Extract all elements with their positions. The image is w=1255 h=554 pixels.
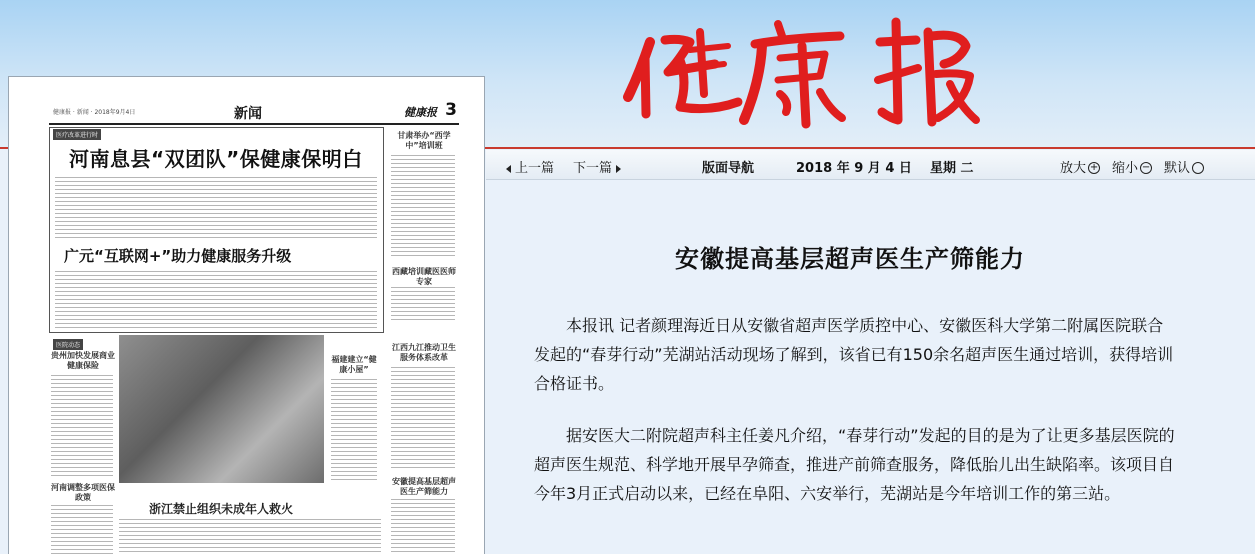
side-text-block xyxy=(51,375,113,479)
arrow-right-icon xyxy=(616,165,621,173)
side-headline[interactable]: 安徽提高基层超声医生产筛能力 xyxy=(392,477,456,496)
masthead-logo xyxy=(620,2,980,132)
zoom-out-label: 缩小 xyxy=(1112,161,1139,176)
page-section-name: 新闻 xyxy=(234,106,262,122)
page-number: 3 xyxy=(445,100,457,120)
article-content xyxy=(486,181,1255,554)
thumb-headline-main[interactable]: 河南息县“双团队”保健康保明白 xyxy=(69,147,363,171)
arrow-left-icon xyxy=(506,165,511,173)
side-headline[interactable]: 西藏培训藏医医师专家 xyxy=(392,267,456,286)
next-article-link[interactable] xyxy=(573,157,621,176)
minus-icon: − xyxy=(1141,161,1151,173)
side-text-block xyxy=(391,499,455,554)
next-article-label: 下一篇 xyxy=(573,161,613,176)
zoom-default-button[interactable] xyxy=(1164,157,1204,176)
side-headline[interactable]: 河南调整多项医保政策 xyxy=(51,483,115,502)
layout-nav-link[interactable]: 版面导航 xyxy=(702,161,755,176)
side-headline[interactable]: 福建建立“健康小屋” xyxy=(331,355,377,374)
issue-date: 2018 年 9 月 4 日 xyxy=(796,161,912,176)
article-paragraph: 据安医大二附院超声科主任姜凡介绍，“春芽行动”发起的目的是为了让更多基层医院的超声医生规范、科学地开展早孕筛查，推进产前筛查服务，降低胎儿出生缺陷率。该项目自今年3月正式启动以来，已经在阜阳、六安举行，芜湖站是今年培训工作的第三站。 xyxy=(534,426,1175,503)
newspaper-page-thumbnail[interactable] xyxy=(8,76,485,554)
circle-icon xyxy=(1192,162,1204,174)
article-paragraph: 本报讯 记者颜理海近日从安徽省超声医学质控中心、安徽医科大学第二附属医院联合发起的“春芽行动”芜湖站活动现场了解到，该省已有150余名超声医生通过培训，获得培训合格证书。 xyxy=(534,316,1174,393)
thumb-headline-second[interactable]: 广元“互联网+”助力健康服务升级 xyxy=(64,247,292,265)
page-header-strip xyxy=(49,99,459,125)
side-headline[interactable]: 甘肃举办“西学中”培训班 xyxy=(397,131,451,150)
article-title: 安徽提高基层超声医生产筛能力 xyxy=(675,245,1025,273)
story-text-block xyxy=(55,271,377,329)
thumb-headline-third[interactable]: 浙江禁止组织未成年人救火 xyxy=(149,502,294,516)
side-text-block xyxy=(391,367,455,471)
side-headline[interactable]: 贵州加快发展商业健康保险 xyxy=(51,351,115,370)
zoom-in-label: 放大 xyxy=(1060,161,1087,176)
story-text-block xyxy=(119,519,381,554)
prev-article-link[interactable] xyxy=(506,157,554,176)
page-header-small-text: 健康报 · 新闻 · 2018年9月4日 xyxy=(53,109,136,116)
zoom-in-button[interactable] xyxy=(1060,157,1100,176)
zoom-default-label: 默认 xyxy=(1164,161,1191,176)
news-photo[interactable] xyxy=(119,335,324,483)
zoom-out-button[interactable] xyxy=(1112,157,1152,176)
tag-hospital: 医院动态 xyxy=(53,339,83,350)
story-text-block xyxy=(55,177,377,239)
plus-icon: + xyxy=(1089,161,1099,173)
issue-weekday: 星期 二 xyxy=(930,161,974,176)
side-headline[interactable]: 江西九江推动卫生服务体系改革 xyxy=(392,343,456,362)
side-text-block xyxy=(51,505,113,554)
side-text-block xyxy=(391,287,455,323)
page-nav-bar xyxy=(486,150,1255,180)
side-text-block xyxy=(331,379,377,483)
prev-article-label: 上一篇 xyxy=(515,161,555,176)
page-brand: 健康报 xyxy=(404,106,437,119)
side-text-block xyxy=(391,155,455,259)
tag-reform: 医疗改革进行时 xyxy=(53,129,101,140)
